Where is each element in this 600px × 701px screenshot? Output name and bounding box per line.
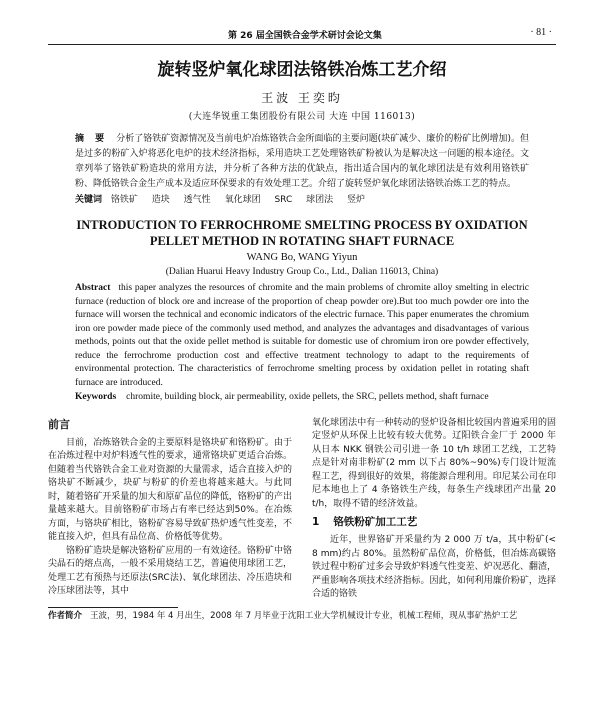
- chinese-keywords: [75, 193, 529, 208]
- chinese-authors: 王波 王奕昀: [261, 91, 343, 105]
- english-keywords-label: Keywords: [75, 392, 117, 402]
- body-column-right: [312, 417, 556, 602]
- header-rule: [48, 44, 556, 45]
- chinese-abstract-text: 分析了铬铁矿资源情况及当前电炉冶炼铬铁合金所面临的主要问题(块矿减少、廉价的粉矿比例增加)。但是过多的粉矿入炉将恶化电炉的技术经济指标，采用造块工艺处理铬铁矿粉被认为是解决这一问题的根本途径。文章列举了铬铁矿粉造块的常用方法，并分析了各种方法的优缺点，指出适合国内的氧化球团法是有效利用铬铁矿粉、降低铬铁合金生产成本及适应环保要求的有效处理工艺。介绍了旋转竖炉氧化球团法铬铁冶炼工艺的特点。: [75, 134, 529, 189]
- keyword: 透气性: [183, 195, 211, 205]
- keyword: 铬铁矿: [110, 195, 138, 205]
- keyword: 竖炉: [347, 195, 366, 205]
- english-abstract-section: [75, 282, 529, 405]
- keyword: 氧化球团: [224, 195, 261, 205]
- english-keywords-text: chromite, building block, air permeability, oxide pellets, the SRC, pellets method, shaft furnace: [126, 392, 489, 402]
- body-paragraph: 氧化球团法中有一种转动的竖炉设备相比较国内普遍采用的固定竖炉从环保上比较有较大优势。辽阳铁合金厂于 2000 年从日本 NKK 钢铁公司引进一条 10 t/h 球团工艺线，工艺特点是针对南非粉矿(2 mm 以下占 80%~90%)专门设计短流程工艺，得到很好的效果，将能源合理利用。印尼某公司在印尼本地也上了 4 条铬铁生产线，每条生产线球团产出量 20 t/h，取得不错的经济效益。: [312, 417, 556, 509]
- journal-name: 第 26 届全国铁合金学术研讨会论文集: [228, 31, 382, 41]
- body-columns: [48, 417, 556, 602]
- keyword: SRC: [274, 195, 293, 205]
- english-title-line-2: PELLET METHOD IN ROTATING SHAFT FURNACE: [149, 234, 455, 248]
- english-affiliation: (Dalian Huarui Heavy Industry Group Co., Ltd., Dalian 116013, China): [165, 267, 439, 277]
- body-paragraph: 目前，冶炼铬铁合金的主要原料是铬块矿和铬粉矿。由于在冶炼过程中对炉料透气性的要求，通常铬块矿更适合冶炼。但随着当代铬铁合金工业对资源的大量需求，适合直接入炉的铬块矿不断减少，块矿与粉矿的价差也将越来越大。与此同时，随着铬矿开采量的加大和原矿品位的降低，铬粉矿的产出量越来越大。目前铬粉矿市场占有率已经达到50%。在冶炼方面，与铬块矿相比，铬粉矿容易导致矿热炉透气性变差，不能直接入炉，但具有品位高、价格低等优势。: [48, 437, 292, 542]
- body-paragraph: 铬粉矿造块是解决铬粉矿应用的一有效途径。铬粉矿中铬尖晶石的熔点高，一般不采用烧结工艺，普遍使用球团工艺，处理工艺有预热与还原法(SRC法)、氧化球团法、冷压造块和冷压球团法等，其中: [48, 545, 292, 596]
- chinese-abstract: [75, 132, 529, 192]
- english-abstract-text: this paper analyzes the resources of chromite and the main problems of chromite alloy smelting in electric furnace (reduction of block ore and increase of the proportion of cheap powder ore).But too much powder ore into the furnace will worsen the technical and economic indicators of the electric furnace. This paper enumerates the chromium iron ore powder made piece of the commonly used method, and analyzes the advantages and disadvantages of various methods, points out that the oxide pellet method is suitable for domestic use of chromium iron ore powder effectively, reduce the ferrochrome production cost and effective treatment technology to adapt to the requirements of environmental protection. The characteristics of ferrochrome smelting process by oxidation pellet in rotating shaft furnace are introduced.: [75, 283, 529, 388]
- english-title: [48, 217, 556, 249]
- footnote-label: 作者简介: [48, 610, 83, 621]
- running-header: [48, 26, 556, 42]
- english-keywords: [75, 391, 529, 405]
- section-number: 1: [312, 516, 320, 528]
- footnote-rule: [48, 607, 178, 608]
- body-column-left: [48, 417, 292, 602]
- section-heading-preface: 前言: [48, 417, 70, 431]
- keyword: 球团法: [306, 195, 334, 205]
- chinese-affiliation: (大连华锐重工集团股份有限公司 大连 中国 116013): [188, 112, 416, 122]
- chinese-title: 旋转竖炉氧化球团法铬铁冶炼工艺介绍: [157, 60, 447, 80]
- chinese-abstract-label: 摘 要: [75, 134, 109, 144]
- page-number: · 81 ·: [530, 27, 552, 38]
- section-heading-1: [312, 515, 556, 530]
- section-title: 铬铁粉矿加工工艺: [333, 516, 418, 528]
- english-title-line-1: INTRODUCTION TO FERROCHROME SMELTING PROCESS BY OXIDATION: [76, 218, 528, 232]
- english-abstract: [75, 282, 529, 390]
- abstract-section: [75, 132, 529, 208]
- body-paragraph: 近年，世界铬矿开采量约为 2 000 万 t/a，其中粉矿(< 8 mm)约占 80%。虽然粉矿品位高，价格低，但冶炼高碳铬铁过程中粉矿过多会导致炉料透气性变差、炉况恶化、翻渣，严重影响各项技术经济指标。因此，如何利用廉价粉矿，选择合适的铬铁: [312, 535, 556, 599]
- english-authors: WANG Bo, WANG Yiyun: [246, 252, 358, 263]
- footnote-text: 王波，男，1984 年 4 月出生，2008 年 7 月毕业于沈阳工业大学机械设计专业，机械工程师，现从事矿热炉工艺: [90, 610, 518, 621]
- author-footnote: [48, 610, 556, 622]
- english-abstract-label: Abstract: [75, 283, 111, 293]
- keyword: 造块: [151, 195, 170, 205]
- chinese-keywords-label: 关键词: [75, 195, 103, 205]
